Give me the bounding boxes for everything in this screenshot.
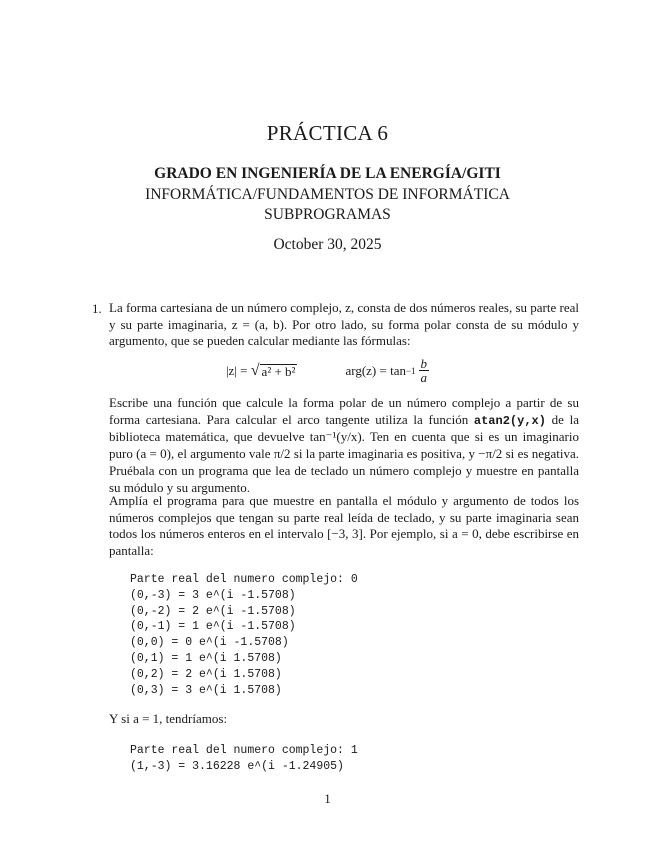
example-output-a1 (130, 743, 358, 775)
code-line: (1,-3) = 3.16228 e^(i -1.24905) (130, 759, 344, 773)
extension-paragraph: Amplía el programa para que muestre en pantalla el módulo y argumento de todos los números complejos que tengan su parte real leída de teclado, y su parte imaginaria sean todos los números enteros en el intervalo [−3, 3]. Por ejemplo, si a = 0, debe escribirse en pantalla: (109, 493, 579, 559)
code-line: (0,-3) = 3 e^(i -1.5708) (130, 588, 296, 602)
modulus-lhs: |z| = (225, 362, 248, 378)
atan2-code: atan2(y,x) (473, 413, 546, 428)
polar-formulas (0, 357, 655, 384)
code-line: (0,-2) = 2 e^(i -1.5708) (130, 604, 296, 618)
exercise-number: 1. (92, 301, 102, 316)
p2-text-after: de la biblioteca matemática, que devuelve tan⁻¹(y/x). Ten en cuenta que si es un imaginario puro (a = 0), el argumento vale π/2 si la parte imaginaria es positiva, y −π/2 si es negativa. Pruébala con un programa que lea de teclado un número complejo y muestre en pantalla su módulo y su argumento. (109, 411, 579, 495)
sqrt-expression (251, 363, 298, 379)
document-date: October 30, 2025 (273, 236, 382, 253)
sqrt-sign: √ (250, 361, 260, 379)
course-heading: INFORMÁTICA/FUNDAMENTOS DE INFORMÁTICA (145, 186, 510, 203)
exercise-intro-paragraph: La forma cartesiana de un número complejo, z, consta de dos números reales, su parte real y su parte imaginaria, z = (a, b). Por otro lado, su forma polar consta de su módulo y argumento, que se pueden calcular mediante las fórmulas: (109, 300, 579, 349)
second-example-intro: Y si a = 1, tendríamos: (109, 711, 228, 726)
degree-heading: GRADO EN INGENIERÍA DE LA ENERGÍA/GITI (154, 165, 501, 182)
fraction-b-over-a (419, 357, 430, 384)
sqrt-argument: a² + b² (261, 363, 296, 379)
function-instructions-paragraph (109, 395, 579, 496)
fraction-numerator: b (420, 356, 428, 371)
code-line: (0,0) = 0 e^(i -1.5708) (130, 636, 289, 650)
document-title: PRÁCTICA 6 (266, 121, 389, 145)
modulus-formula (226, 363, 298, 379)
argument-formula (345, 357, 429, 384)
code-line: Parte real del numero complejo: 1 (130, 744, 358, 757)
inverse-exponent: −1 (405, 365, 416, 376)
code-line: Parte real del numero complejo: 0 (130, 573, 358, 586)
code-line: (0,3) = 3 e^(i 1.5708) (130, 683, 282, 697)
example-output-a0 (130, 572, 358, 698)
p2-text-before: Escribe una función que calcule la forma polar de un número complejo a partir de su forma cartesiana. Para calcular el arco tangente utiliza la función (109, 395, 579, 427)
code-line: (0,1) = 1 e^(i 1.5708) (130, 651, 282, 665)
argument-lhs: arg(z) = tan (345, 362, 406, 378)
code-line: (0,-1) = 1 e^(i -1.5708) (130, 620, 296, 634)
fraction-denominator: a (420, 370, 428, 385)
topic-heading: SUBPROGRAMAS (264, 206, 391, 223)
page-number: 1 (324, 791, 331, 806)
code-line: (0,2) = 2 e^(i 1.5708) (130, 667, 282, 681)
